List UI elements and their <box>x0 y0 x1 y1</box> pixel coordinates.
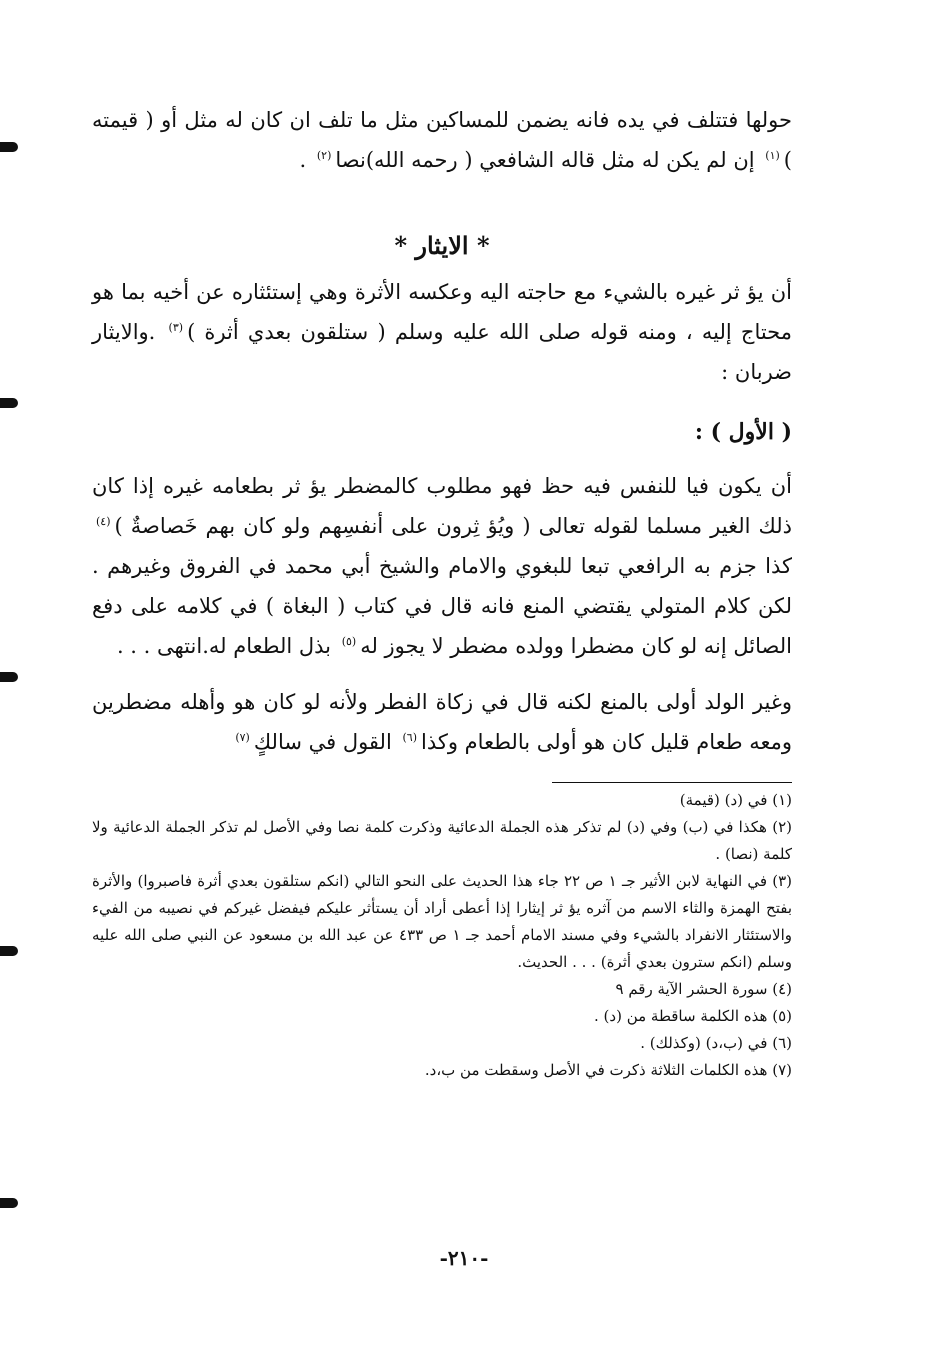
footnote-separator <box>552 782 792 783</box>
footnote-ref: (٤) <box>96 515 111 528</box>
first-text: كذا جزم به الرافعي تبعا للبغوي والامام والشيخ أبي محمد في الفروق وغيرهم . لكن كلام المتولي يقتضي المنع فانه قال في كتاب ( البغاة ) في كلامه على دفع الصائل إنه لو كان مضطرا وولده مضطر لا يجوز له <box>92 554 792 658</box>
first-heading: ( الأول ) : <box>694 419 792 445</box>
footnote-item: (٧) هذه الكلمات الثلاثة ذكرت في الأصل وسقطت من ب،د. <box>424 1061 792 1079</box>
opening-end: . <box>299 148 307 172</box>
footnote-ref: (٣) <box>168 321 184 334</box>
section-title: * الايثار * <box>394 231 490 260</box>
footnote-ref: (١) <box>765 149 780 162</box>
footnote-item: (٥) هذه الكلمة ساقطة من (د) . <box>594 1007 792 1025</box>
footnote-ref: (٧) <box>235 731 250 744</box>
opening-paragraph <box>92 100 792 180</box>
page-number: -٢١٠- <box>439 1246 489 1270</box>
page-edge-mark <box>0 946 18 956</box>
document-page <box>92 100 792 1084</box>
intro-text: أن يؤ ثر غيره بالشيء مع حاجته اليه وعكسه الأثرة وهي إستئثاره عن أخيه بما هو محتاج إليه ، ومنه قوله صلى الله عليه وسلم ( ستلقون بعدي أثرة ) <box>92 280 792 344</box>
second-text: القول في سالكٍ <box>253 730 392 754</box>
first-paragraph <box>92 466 792 666</box>
footnote-ref: (٦) <box>402 731 417 744</box>
second-text: وغير الولد أولى بالمنع لكنه قال في زكاة الفطر ولأنه لو كان هو وأهله مضطرين ومعه طعام قليل كان هو أولى بالطعام وكذا <box>92 690 792 754</box>
footnote-ref: (٢) <box>316 149 332 162</box>
page-edge-mark <box>0 398 18 408</box>
opening-line: حولها فتتلف في يده فانه يضمن للمساكين مثل ما تلف ان كان له مثل أو <box>161 108 792 132</box>
footnote-item: (٣) في النهاية لابن الأثير جـ ١ ص ٢٢ جاء هذا الحديث على النحو التالي (انكم ستلقون بعدي أثرة فاصبروا) والأثرة بفتح الهمزة والثاء الاسم من آثره يؤ ثر إيثارا إذا أعطى أراد أن يستأثر عليكم فيفضل غيركم في نصيبه من الفيء والاستئثار الانفراد بالشيء وفي مسند الامام أحمد جـ ١ ص ٤٣٣ عن عبد الله بن مسعود عن النبي صلى الله عليه وسلم (انكم سترون بعدي أثرة) . . . الحديث. <box>92 872 793 971</box>
opening-line: إن لم يكن له مثل قاله الشافعي ( رحمه الله)نصا <box>335 148 755 172</box>
footnotes-list <box>92 787 792 1084</box>
page-edge-mark <box>0 142 18 152</box>
first-text: بذل الطعام له.انتهى . . . <box>116 634 331 658</box>
footnote-ref: (٥) <box>341 635 357 648</box>
page-edge-mark <box>0 672 18 682</box>
page-edge-mark <box>0 1198 18 1208</box>
footnote-item: (٢) هكذا في (ب) وفي (د) لم تذكر هذه الجملة الدعائية وذكرت كلمة نصا وفي الأصل لم تذكر الجملة الدعائية ولا كلمة (نصا) . <box>92 818 792 863</box>
intro-end: .والايثار ضربان : <box>92 320 792 384</box>
footnote-item: (١) في (د) (قيمة) <box>679 791 792 809</box>
footnote-item: (٦) في (ب،د) (وكذلك) . <box>640 1034 792 1052</box>
opening-line: ( قيمته ) <box>92 108 792 172</box>
first-text: أن يكون فيا للنفس فيه حظ فهو مطلوب كالمضطر يؤ ثر بطعامه غيره إذا كان ذلك الغير مسلما لقوله تعالى ( ويُؤ ثِرون على أنفسِهم ولو كان بهم خَصاصةٌ ) <box>92 474 792 538</box>
second-paragraph <box>92 682 792 762</box>
footnote-item: (٤) سورة الحشر الآية رقم ٩ <box>615 980 792 998</box>
intro-paragraph <box>92 272 792 392</box>
